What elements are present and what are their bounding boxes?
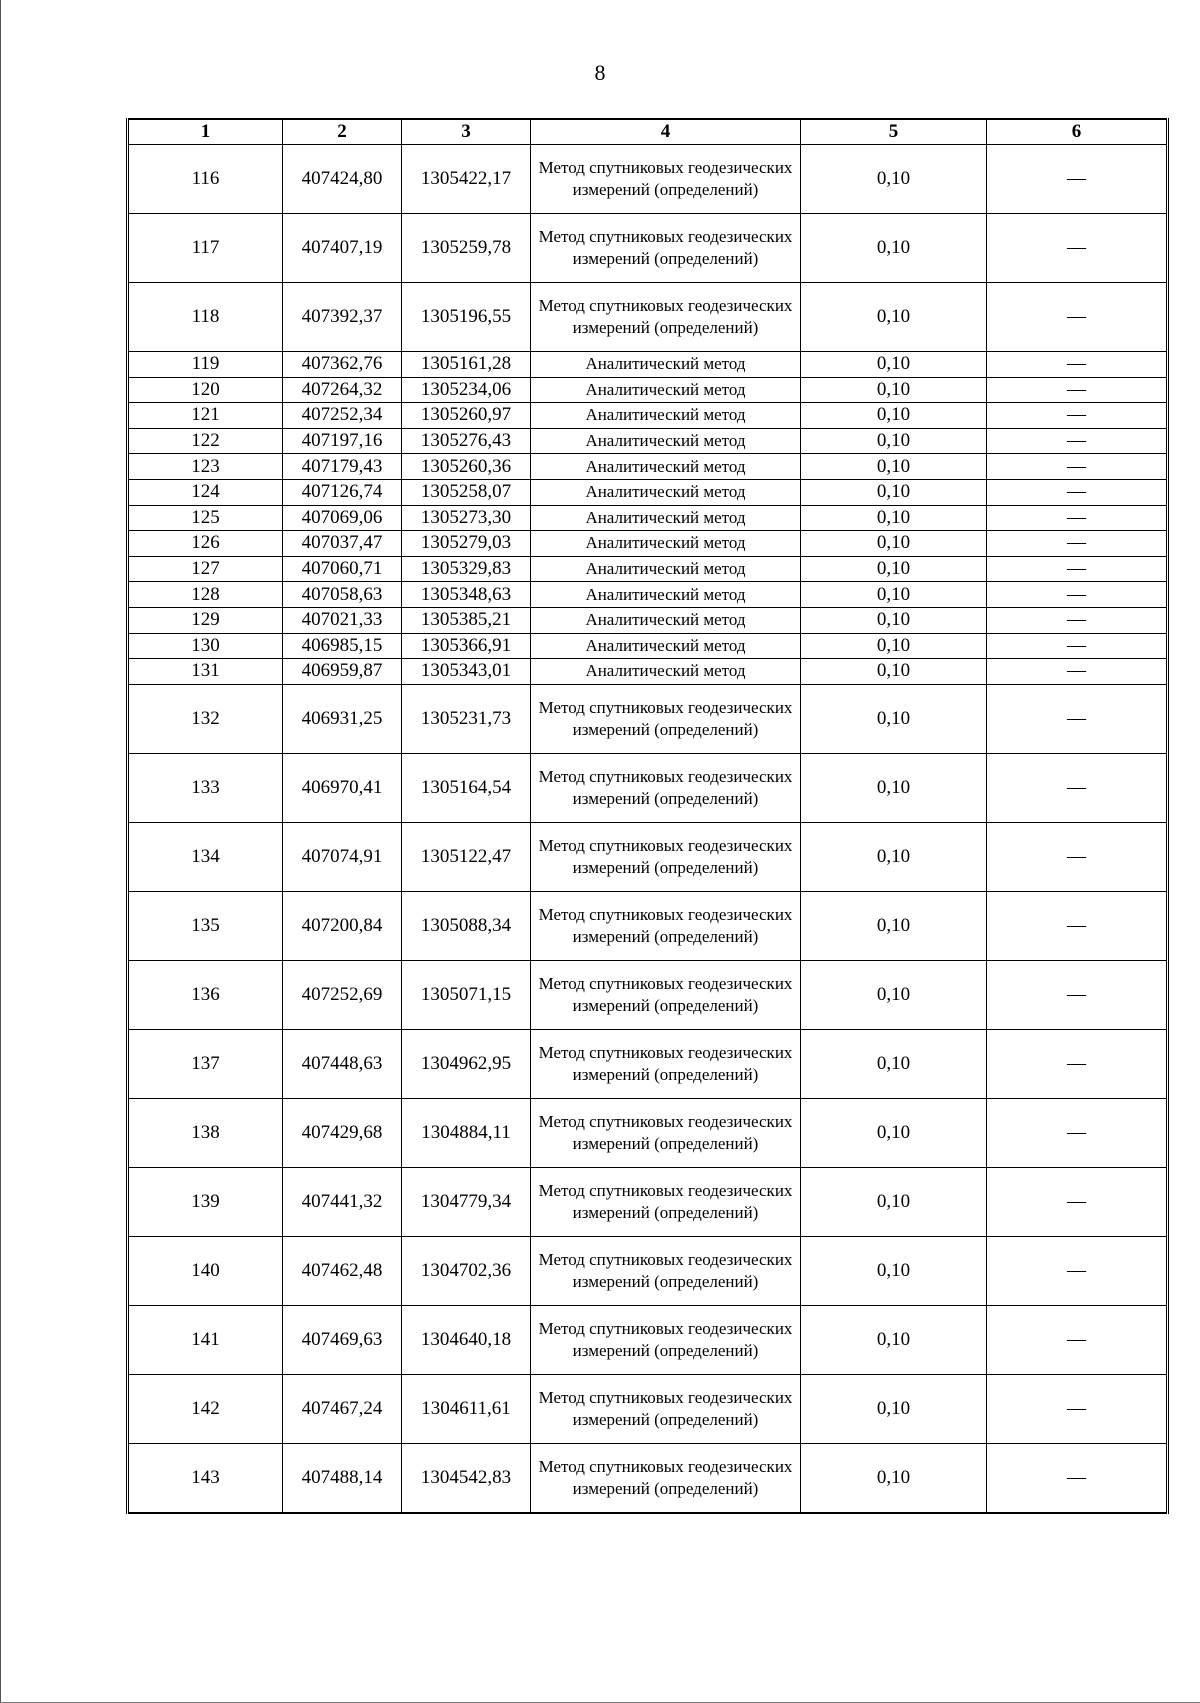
- x-coordinate-cell: 407126,74: [283, 479, 402, 505]
- method-cell: Метод спутниковых геодезических измерений (определений): [531, 684, 801, 753]
- point-number-cell: 140: [128, 1236, 283, 1305]
- note-cell: —: [987, 1098, 1168, 1167]
- page-number: 8: [594, 60, 606, 85]
- point-number-cell: 138: [128, 1098, 283, 1167]
- note-cell: —: [987, 1305, 1168, 1374]
- note-cell: —: [987, 505, 1168, 531]
- method-cell: Аналитический метод: [531, 454, 801, 480]
- y-coordinate-cell: 1305276,43: [402, 428, 531, 454]
- note-cell: —: [987, 1236, 1168, 1305]
- y-coordinate-cell: 1304640,18: [402, 1305, 531, 1374]
- note-cell: —: [987, 753, 1168, 822]
- point-number-cell: 131: [128, 659, 283, 685]
- accuracy-cell: 0,10: [801, 556, 987, 582]
- point-number-cell: 128: [128, 582, 283, 608]
- note-cell: —: [987, 214, 1168, 283]
- note-cell: —: [987, 607, 1168, 633]
- table-row: [128, 607, 1168, 633]
- y-coordinate-cell: 1304702,36: [402, 1236, 531, 1305]
- method-cell: Метод спутниковых геодезических измерений (определений): [531, 753, 801, 822]
- note-cell: —: [987, 1443, 1168, 1513]
- x-coordinate-cell: 407200,84: [283, 891, 402, 960]
- note-cell: —: [987, 684, 1168, 753]
- accuracy-cell: 0,10: [801, 1236, 987, 1305]
- y-coordinate-cell: 1305259,78: [402, 214, 531, 283]
- x-coordinate-cell: 407264,32: [283, 377, 402, 403]
- y-coordinate-cell: 1304779,34: [402, 1167, 531, 1236]
- method-cell: Метод спутниковых геодезических измерений (определений): [531, 1305, 801, 1374]
- accuracy-cell: 0,10: [801, 428, 987, 454]
- table-body: [128, 145, 1168, 1513]
- note-cell: —: [987, 582, 1168, 608]
- table-row: [128, 1236, 1168, 1305]
- table-row: [128, 283, 1168, 352]
- x-coordinate-cell: 407060,71: [283, 556, 402, 582]
- table-row: [128, 505, 1168, 531]
- y-coordinate-cell: 1305071,15: [402, 960, 531, 1029]
- x-coordinate-cell: 407252,34: [283, 403, 402, 429]
- method-cell: Аналитический метод: [531, 352, 801, 378]
- table-row: [128, 753, 1168, 822]
- column-header-1: 1: [128, 119, 283, 145]
- table-header-row: [128, 119, 1168, 145]
- accuracy-cell: 0,10: [801, 1098, 987, 1167]
- table-row: [128, 1374, 1168, 1443]
- accuracy-cell: 0,10: [801, 1305, 987, 1374]
- method-cell: Метод спутниковых геодезических измерений (определений): [531, 960, 801, 1029]
- method-cell: Аналитический метод: [531, 479, 801, 505]
- note-cell: —: [987, 145, 1168, 214]
- accuracy-cell: 0,10: [801, 659, 987, 685]
- point-number-cell: 122: [128, 428, 283, 454]
- column-header-4: 4: [531, 119, 801, 145]
- y-coordinate-cell: 1305422,17: [402, 145, 531, 214]
- table-row: [128, 479, 1168, 505]
- table-row: [128, 1305, 1168, 1374]
- point-number-cell: 117: [128, 214, 283, 283]
- note-cell: —: [987, 428, 1168, 454]
- x-coordinate-cell: 407429,68: [283, 1098, 402, 1167]
- note-cell: —: [987, 531, 1168, 557]
- point-number-cell: 132: [128, 684, 283, 753]
- accuracy-cell: 0,10: [801, 753, 987, 822]
- x-coordinate-cell: 407462,48: [283, 1236, 402, 1305]
- note-cell: —: [987, 556, 1168, 582]
- y-coordinate-cell: 1304884,11: [402, 1098, 531, 1167]
- accuracy-cell: 0,10: [801, 1167, 987, 1236]
- note-cell: —: [987, 454, 1168, 480]
- y-coordinate-cell: 1305260,36: [402, 454, 531, 480]
- point-number-cell: 139: [128, 1167, 283, 1236]
- x-coordinate-cell: 407021,33: [283, 607, 402, 633]
- x-coordinate-cell: 407392,37: [283, 283, 402, 352]
- point-number-cell: 141: [128, 1305, 283, 1374]
- y-coordinate-cell: 1305348,63: [402, 582, 531, 608]
- method-cell: Аналитический метод: [531, 428, 801, 454]
- note-cell: —: [987, 479, 1168, 505]
- table-row: [128, 582, 1168, 608]
- y-coordinate-cell: 1305258,07: [402, 479, 531, 505]
- table-row: [128, 377, 1168, 403]
- note-cell: —: [987, 1374, 1168, 1443]
- scan-left-edge: [0, 0, 1, 1703]
- point-number-cell: 116: [128, 145, 283, 214]
- y-coordinate-cell: 1304542,83: [402, 1443, 531, 1513]
- x-coordinate-cell: 407448,63: [283, 1029, 402, 1098]
- x-coordinate-cell: 407488,14: [283, 1443, 402, 1513]
- method-cell: Метод спутниковых геодезических измерений (определений): [531, 283, 801, 352]
- point-number-cell: 129: [128, 607, 283, 633]
- point-number-cell: 123: [128, 454, 283, 480]
- note-cell: —: [987, 633, 1168, 659]
- note-cell: —: [987, 377, 1168, 403]
- accuracy-cell: 0,10: [801, 479, 987, 505]
- table-row: [128, 454, 1168, 480]
- table-row: [128, 822, 1168, 891]
- note-cell: —: [987, 352, 1168, 378]
- method-cell: Метод спутниковых геодезических измерений (определений): [531, 1029, 801, 1098]
- column-header-3: 3: [402, 119, 531, 145]
- point-number-cell: 130: [128, 633, 283, 659]
- accuracy-cell: 0,10: [801, 1374, 987, 1443]
- x-coordinate-cell: 407069,06: [283, 505, 402, 531]
- point-number-cell: 120: [128, 377, 283, 403]
- column-header-5: 5: [801, 119, 987, 145]
- accuracy-cell: 0,10: [801, 582, 987, 608]
- method-cell: Аналитический метод: [531, 403, 801, 429]
- y-coordinate-cell: 1305385,21: [402, 607, 531, 633]
- x-coordinate-cell: 406931,25: [283, 684, 402, 753]
- accuracy-cell: 0,10: [801, 403, 987, 429]
- accuracy-cell: 0,10: [801, 1029, 987, 1098]
- method-cell: Аналитический метод: [531, 633, 801, 659]
- table-row: [128, 1167, 1168, 1236]
- method-cell: Аналитический метод: [531, 607, 801, 633]
- table-row: [128, 1443, 1168, 1513]
- accuracy-cell: 0,10: [801, 822, 987, 891]
- accuracy-cell: 0,10: [801, 891, 987, 960]
- point-number-cell: 143: [128, 1443, 283, 1513]
- y-coordinate-cell: 1305161,28: [402, 352, 531, 378]
- y-coordinate-cell: 1305366,91: [402, 633, 531, 659]
- y-coordinate-cell: 1305343,01: [402, 659, 531, 685]
- method-cell: Метод спутниковых геодезических измерений (определений): [531, 1443, 801, 1513]
- coordinates-table: [126, 118, 1169, 1514]
- y-coordinate-cell: 1305088,34: [402, 891, 531, 960]
- y-coordinate-cell: 1304611,61: [402, 1374, 531, 1443]
- point-number-cell: 137: [128, 1029, 283, 1098]
- y-coordinate-cell: 1304962,95: [402, 1029, 531, 1098]
- point-number-cell: 119: [128, 352, 283, 378]
- method-cell: Метод спутниковых геодезических измерений (определений): [531, 891, 801, 960]
- x-coordinate-cell: 406970,41: [283, 753, 402, 822]
- point-number-cell: 135: [128, 891, 283, 960]
- point-number-cell: 126: [128, 531, 283, 557]
- x-coordinate-cell: 407074,91: [283, 822, 402, 891]
- point-number-cell: 133: [128, 753, 283, 822]
- y-coordinate-cell: 1305273,30: [402, 505, 531, 531]
- table-row: [128, 428, 1168, 454]
- note-cell: —: [987, 1167, 1168, 1236]
- table-row: [128, 145, 1168, 214]
- note-cell: —: [987, 659, 1168, 685]
- note-cell: —: [987, 960, 1168, 1029]
- y-coordinate-cell: 1305231,73: [402, 684, 531, 753]
- table-row: [128, 556, 1168, 582]
- x-coordinate-cell: 407179,43: [283, 454, 402, 480]
- method-cell: Аналитический метод: [531, 556, 801, 582]
- accuracy-cell: 0,10: [801, 960, 987, 1029]
- table-row: [128, 1098, 1168, 1167]
- x-coordinate-cell: 407362,76: [283, 352, 402, 378]
- note-cell: —: [987, 283, 1168, 352]
- accuracy-cell: 0,10: [801, 684, 987, 753]
- accuracy-cell: 0,10: [801, 1443, 987, 1513]
- x-coordinate-cell: 406985,15: [283, 633, 402, 659]
- table-row: [128, 659, 1168, 685]
- method-cell: Метод спутниковых геодезических измерений (определений): [531, 1098, 801, 1167]
- accuracy-cell: 0,10: [801, 531, 987, 557]
- y-coordinate-cell: 1305164,54: [402, 753, 531, 822]
- method-cell: Метод спутниковых геодезических измерений (определений): [531, 822, 801, 891]
- accuracy-cell: 0,10: [801, 607, 987, 633]
- x-coordinate-cell: 406959,87: [283, 659, 402, 685]
- method-cell: Метод спутниковых геодезических измерений (определений): [531, 1374, 801, 1443]
- accuracy-cell: 0,10: [801, 454, 987, 480]
- table-row: [128, 403, 1168, 429]
- point-number-cell: 142: [128, 1374, 283, 1443]
- accuracy-cell: 0,10: [801, 283, 987, 352]
- method-cell: Метод спутниковых геодезических измерений (определений): [531, 214, 801, 283]
- y-coordinate-cell: 1305279,03: [402, 531, 531, 557]
- table-row: [128, 352, 1168, 378]
- x-coordinate-cell: 407441,32: [283, 1167, 402, 1236]
- table-row: [128, 214, 1168, 283]
- point-number-cell: 124: [128, 479, 283, 505]
- table-row: [128, 891, 1168, 960]
- method-cell: Метод спутниковых геодезических измерений (определений): [531, 1167, 801, 1236]
- point-number-cell: 125: [128, 505, 283, 531]
- x-coordinate-cell: 407407,19: [283, 214, 402, 283]
- y-coordinate-cell: 1305329,83: [402, 556, 531, 582]
- accuracy-cell: 0,10: [801, 352, 987, 378]
- accuracy-cell: 0,10: [801, 214, 987, 283]
- y-coordinate-cell: 1305260,97: [402, 403, 531, 429]
- x-coordinate-cell: 407058,63: [283, 582, 402, 608]
- note-cell: —: [987, 403, 1168, 429]
- x-coordinate-cell: 407252,69: [283, 960, 402, 1029]
- x-coordinate-cell: 407469,63: [283, 1305, 402, 1374]
- table-row: [128, 531, 1168, 557]
- method-cell: Метод спутниковых геодезических измерений (определений): [531, 1236, 801, 1305]
- table-row: [128, 960, 1168, 1029]
- point-number-cell: 134: [128, 822, 283, 891]
- point-number-cell: 127: [128, 556, 283, 582]
- note-cell: —: [987, 1029, 1168, 1098]
- table-row: [128, 684, 1168, 753]
- column-header-2: 2: [283, 119, 402, 145]
- method-cell: Аналитический метод: [531, 659, 801, 685]
- accuracy-cell: 0,10: [801, 505, 987, 531]
- method-cell: Аналитический метод: [531, 377, 801, 403]
- table-row: [128, 1029, 1168, 1098]
- y-coordinate-cell: 1305196,55: [402, 283, 531, 352]
- y-coordinate-cell: 1305122,47: [402, 822, 531, 891]
- point-number-cell: 121: [128, 403, 283, 429]
- method-cell: Аналитический метод: [531, 531, 801, 557]
- note-cell: —: [987, 822, 1168, 891]
- accuracy-cell: 0,10: [801, 377, 987, 403]
- method-cell: Метод спутниковых геодезических измерений (определений): [531, 145, 801, 214]
- x-coordinate-cell: 407467,24: [283, 1374, 402, 1443]
- x-coordinate-cell: 407037,47: [283, 531, 402, 557]
- note-cell: —: [987, 891, 1168, 960]
- x-coordinate-cell: 407424,80: [283, 145, 402, 214]
- x-coordinate-cell: 407197,16: [283, 428, 402, 454]
- method-cell: Аналитический метод: [531, 505, 801, 531]
- column-header-6: 6: [987, 119, 1168, 145]
- point-number-cell: 118: [128, 283, 283, 352]
- y-coordinate-cell: 1305234,06: [402, 377, 531, 403]
- method-cell: Аналитический метод: [531, 582, 801, 608]
- accuracy-cell: 0,10: [801, 633, 987, 659]
- table-row: [128, 633, 1168, 659]
- point-number-cell: 136: [128, 960, 283, 1029]
- accuracy-cell: 0,10: [801, 145, 987, 214]
